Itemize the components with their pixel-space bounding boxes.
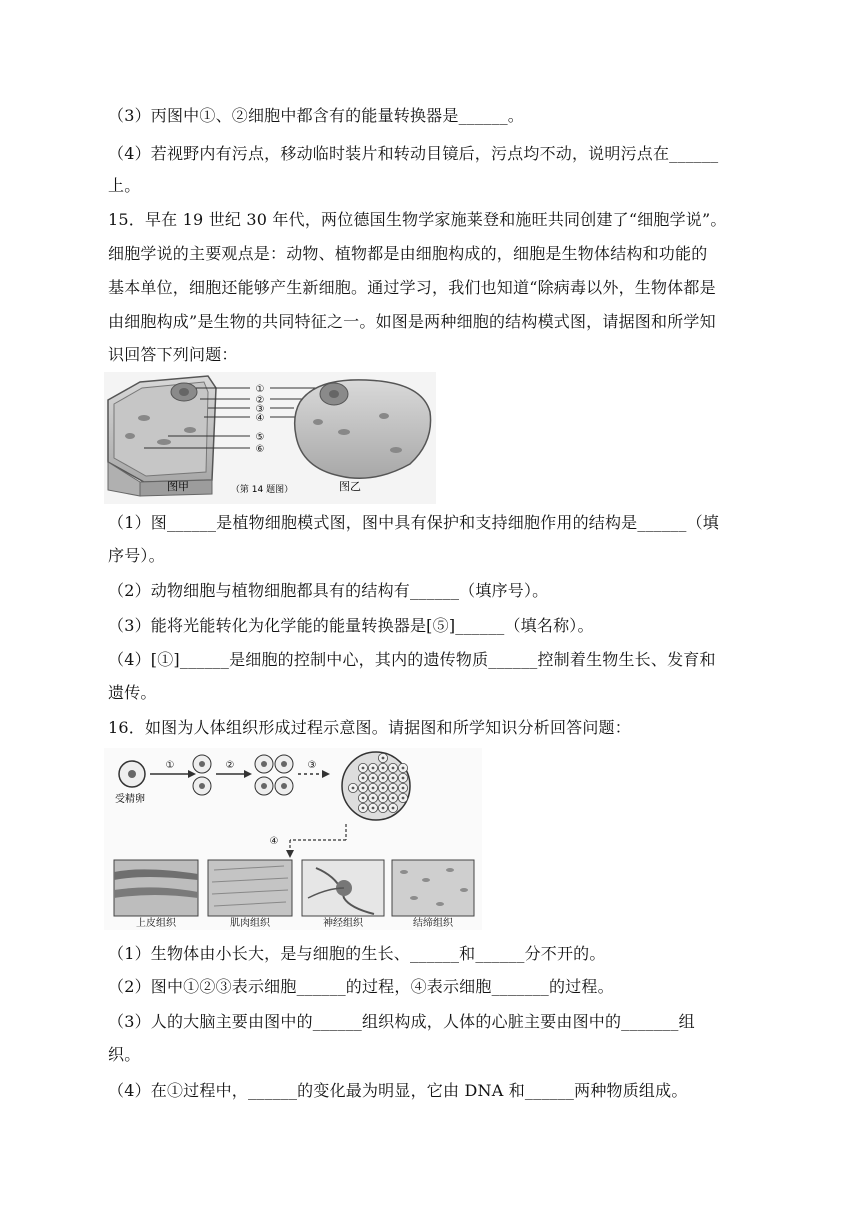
q15-sub1-cont: 序号）。 <box>108 546 165 565</box>
fig-label-jia: 图甲 <box>167 480 189 493</box>
cell-mass-drawing <box>342 752 410 820</box>
structure-marker-2: ② <box>255 395 265 406</box>
q15-stem-line3: 基本单位，细胞还能够产生新细胞。通过学习，我们也知道“除病毒以外，生物体都是 <box>108 278 716 297</box>
q14-part4-cont: 上。 <box>108 176 141 195</box>
tissue-epithelial-image <box>114 860 198 916</box>
structure-marker-5: ⑤ <box>255 432 265 443</box>
tissue-formation-figure <box>104 748 482 930</box>
q15-sub1: （1）图______是植物细胞模式图，图中具有保护和支持细胞作用的结构是______（填 <box>108 513 719 532</box>
step-marker-3: ③ <box>307 760 317 771</box>
structure-marker-3: ③ <box>255 404 265 415</box>
step-marker-1: ① <box>165 760 175 771</box>
fig-label-yi: 图乙 <box>339 480 361 493</box>
tissue-nerve-image <box>302 860 384 916</box>
q15-stem-line5: 识回答下列问题： <box>108 345 238 364</box>
tissue-label-connective: 结缔组织 <box>413 918 453 929</box>
q16-sub1: （1）生物体由小长大，是与细胞的生长、______和______分不开的。 <box>108 944 606 963</box>
q15-sub4: （4）[①]______是细胞的控制中心，其内的遗传物质______控制着生物生长、发育和 <box>108 650 716 669</box>
q14-part3: （3）丙图中①、②细胞中都含有的能量转换器是______。 <box>108 106 524 125</box>
step-marker-4: ④ <box>269 836 279 847</box>
structure-marker-1: ① <box>255 384 265 395</box>
q15-stem-line1: 15．早在 19 世纪 30 年代，两位德国生物学家施莱登和施旺共同创建了“细胞学说”。 <box>108 210 727 229</box>
q16-sub3: （3）人的大脑主要由图中的______组织构成，人体的心脏主要由图中的_______组 <box>108 1012 695 1031</box>
q15-stem-line2: 细胞学说的主要观点是：动物、植物都是由细胞构成的，细胞是生物体结构和功能的 <box>108 244 708 263</box>
step-marker-2: ② <box>225 760 235 771</box>
animal-cell-drawing <box>295 380 431 478</box>
cell-structure-figure <box>104 372 436 504</box>
structure-marker-4: ④ <box>255 413 265 424</box>
structure-marker-6: ⑥ <box>255 444 265 455</box>
q16-stem: 16．如图为人体组织形成过程示意图。请据图和所学知识分析回答问题： <box>108 718 631 737</box>
q14-part4: （4）若视野内有污点，移动临时装片和转动目镜后，污点均不动，说明污点在______ <box>108 144 719 163</box>
q15-sub3: （3）能将光能转化为化学能的能量转换器是[⑤]______（填名称）。 <box>108 616 594 635</box>
q15-sub4-cont: 遗传。 <box>108 683 157 702</box>
tissue-label-nerve: 神经组织 <box>323 918 363 929</box>
tissue-label-muscle: 肌肉组织 <box>230 918 270 929</box>
tissue-muscle-image <box>208 860 292 916</box>
q15-stem-line4: 由细胞构成”是生物的共同特征之一。如图是两种细胞的结构模式图，请据图和所学知 <box>108 312 716 331</box>
zygote-label: 受精卵 <box>115 794 145 805</box>
tissue-label-epithelial: 上皮组织 <box>136 918 176 929</box>
tissue-connective-image <box>392 860 474 916</box>
fig-label-caption: （第 14 题图） <box>230 485 294 495</box>
q15-sub2: （2）动物细胞与植物细胞都具有的结构有______（填序号）。 <box>108 581 549 600</box>
q16-sub3-cont: 织。 <box>108 1045 141 1064</box>
q16-sub4: （4）在①过程中，______的变化最为明显，它由 DNA 和______两种物质组成。 <box>108 1081 688 1100</box>
q16-sub2: （2）图中①②③表示细胞______的过程，④表示细胞_______的过程。 <box>108 977 614 996</box>
